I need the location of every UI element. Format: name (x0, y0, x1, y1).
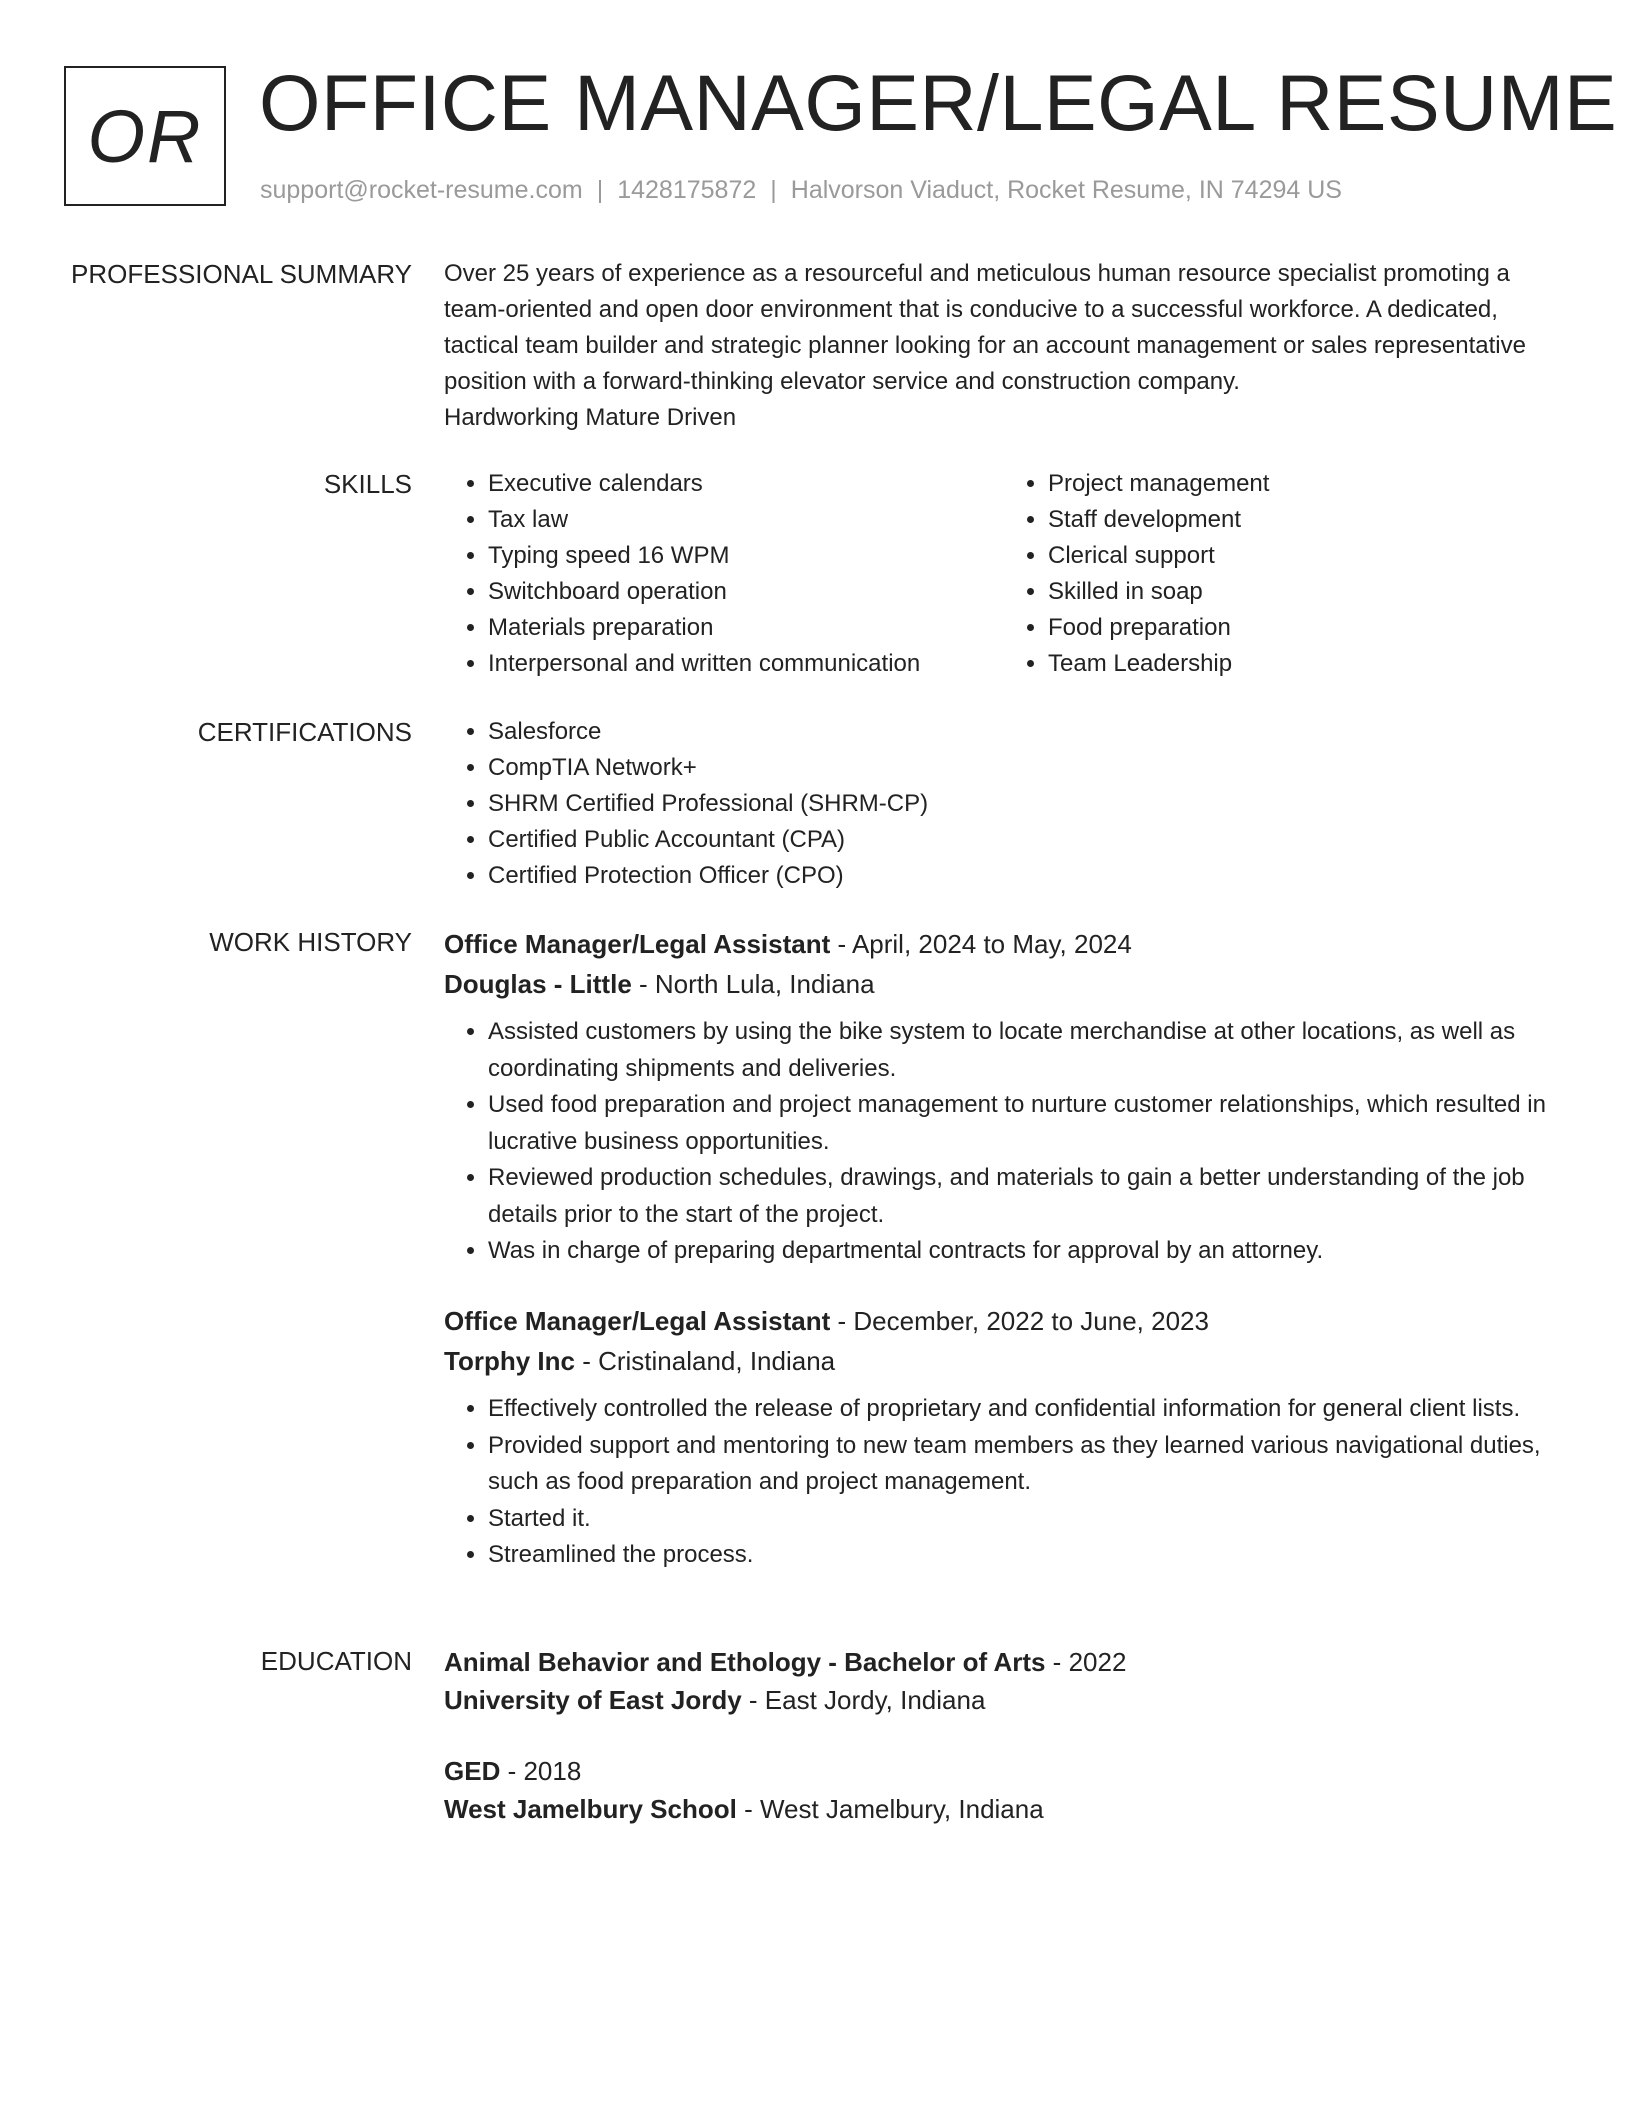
certification-item: • Salesforce (488, 714, 1564, 750)
certifications-list (444, 714, 1564, 894)
skill-item: • Clerical support (1048, 538, 1564, 574)
skill-item: • Executive calendars (488, 466, 1004, 502)
education-location: East Jordy, Indiana (764, 1685, 986, 1715)
job-bullet: • Assisted customers by using the bike system to locate merchandise at other locations, as well as coordinating shipments and deliveries. (488, 1014, 1564, 1087)
job-title: Office Manager/Legal Assistant (444, 1306, 831, 1336)
contact-address: Halvorson Viaduct, Rocket Resume, IN 74294 US (790, 176, 1342, 204)
education-location: West Jamelbury, Indiana (759, 1794, 1044, 1824)
skill-item: • Project management (1048, 466, 1564, 502)
certification-item: • CompTIA Network+ (488, 750, 1564, 786)
job-company: Douglas - Little (444, 969, 632, 999)
contact-email: support@rocket-resume.com (260, 176, 583, 204)
job-entry (444, 1301, 1564, 1574)
education-entry (444, 1752, 1564, 1828)
summary-content (444, 256, 1564, 436)
education-school: University of East Jordy (444, 1685, 742, 1715)
skills-content (444, 466, 1564, 682)
job-bullets (444, 1014, 1564, 1270)
job-dates: April, 2024 to May, 2024 (851, 929, 1132, 959)
job-bullets (444, 1391, 1564, 1574)
job-title-line: Office Manager/Legal Assistant - December, 2022 to June, 2023 (444, 1306, 1209, 1336)
job-dates: December, 2022 to June, 2023 (853, 1306, 1209, 1336)
skills-column-right (1004, 466, 1564, 682)
contact-separator: | (770, 176, 777, 204)
education-school-line: University of East Jordy - East Jordy, Indiana (444, 1685, 986, 1715)
monogram: OR (64, 66, 226, 206)
education-degree: GED (444, 1756, 501, 1786)
section-label-summary: PROFESSIONAL SUMMARY (71, 259, 412, 289)
skill-item: • Materials preparation (488, 610, 1004, 646)
section-label-skills: SKILLS (323, 469, 412, 499)
section-label-education: EDUCATION (260, 1646, 412, 1676)
job-company: Torphy Inc (444, 1346, 575, 1376)
job-location: Cristinaland, Indiana (598, 1346, 836, 1376)
skill-item: • Typing speed 16 WPM (488, 538, 1004, 574)
job-bullet: • Provided support and mentoring to new team members as they learned various navigational duties, such as food preparation and project management. (488, 1428, 1564, 1501)
certification-item: • Certified Protection Officer (CPO) (488, 858, 1564, 894)
skill-item: • Switchboard operation (488, 574, 1004, 610)
summary-traits: Hardworking Mature Driven (444, 404, 737, 431)
job-entry (444, 924, 1564, 1270)
job-location: North Lula, Indiana (654, 969, 875, 999)
education-school: West Jamelbury School (444, 1794, 737, 1824)
education-degree: Animal Behavior and Ethology - Bachelor of Arts (444, 1647, 1046, 1677)
skill-item: • Tax law (488, 502, 1004, 538)
education-degree-line: Animal Behavior and Ethology - Bachelor of Arts - 2022 (444, 1647, 1127, 1677)
resume-title: OFFICE MANAGER/LEGAL RESUME (259, 58, 1618, 147)
skill-item: • Team Leadership (1048, 646, 1564, 682)
job-bullet: • Reviewed production schedules, drawings, and materials to gain a better understanding of the job details prior to the start of the project. (488, 1160, 1564, 1233)
education-year: 2018 (523, 1756, 582, 1786)
contact-phone: 1428175872 (617, 176, 757, 204)
certifications-content (444, 714, 1564, 894)
skill-item: • Skilled in soap (1048, 574, 1564, 610)
skill-item: • Food preparation (1048, 610, 1564, 646)
job-bullet: • Used food preparation and project management to nurture customer relationships, which resulted in lucrative business opportunities. (488, 1087, 1564, 1160)
contact-line (260, 176, 1342, 205)
section-label-work: WORK HISTORY (209, 927, 412, 957)
education-year: 2022 (1068, 1647, 1127, 1677)
skill-item: • Interpersonal and written communication (488, 646, 1004, 682)
certification-item: • Certified Public Accountant (CPA) (488, 822, 1564, 858)
contact-separator: | (596, 176, 604, 204)
summary-text: Over 25 years of experience as a resourceful and meticulous human resource specialist promoting a team-oriented and open door environment that is conducive to a successful workforce. A dedicated, tactical team builder and strategic planner looking for an account management or sales representative position with a forward-thinking elevator service and construction company. (444, 260, 1526, 395)
education-school-line: West Jamelbury School - West Jamelbury, Indiana (444, 1794, 1044, 1824)
education-entry (444, 1643, 1564, 1719)
job-bullet: • Effectively controlled the release of proprietary and confidential information for general client lists. (488, 1391, 1564, 1428)
education-degree-line: GED - 2018 (444, 1756, 582, 1786)
certification-item: • SHRM Certified Professional (SHRM-CP) (488, 786, 1564, 822)
skills-column-left (444, 466, 1004, 682)
job-company-line: Torphy Inc - Cristinaland, Indiana (444, 1346, 836, 1376)
job-bullet: • Started it. (488, 1501, 1564, 1538)
job-title: Office Manager/Legal Assistant (444, 929, 831, 959)
skill-item: • Staff development (1048, 502, 1564, 538)
job-company-line: Douglas - Little - North Lula, Indiana (444, 969, 875, 999)
section-label-certifications: CERTIFICATIONS (197, 717, 412, 747)
job-bullet: • Streamlined the process. (488, 1537, 1564, 1574)
job-bullet: • Was in charge of preparing departmental contracts for approval by an attorney. (488, 1233, 1564, 1270)
job-title-line: Office Manager/Legal Assistant - April, 2024 to May, 2024 (444, 929, 1132, 959)
